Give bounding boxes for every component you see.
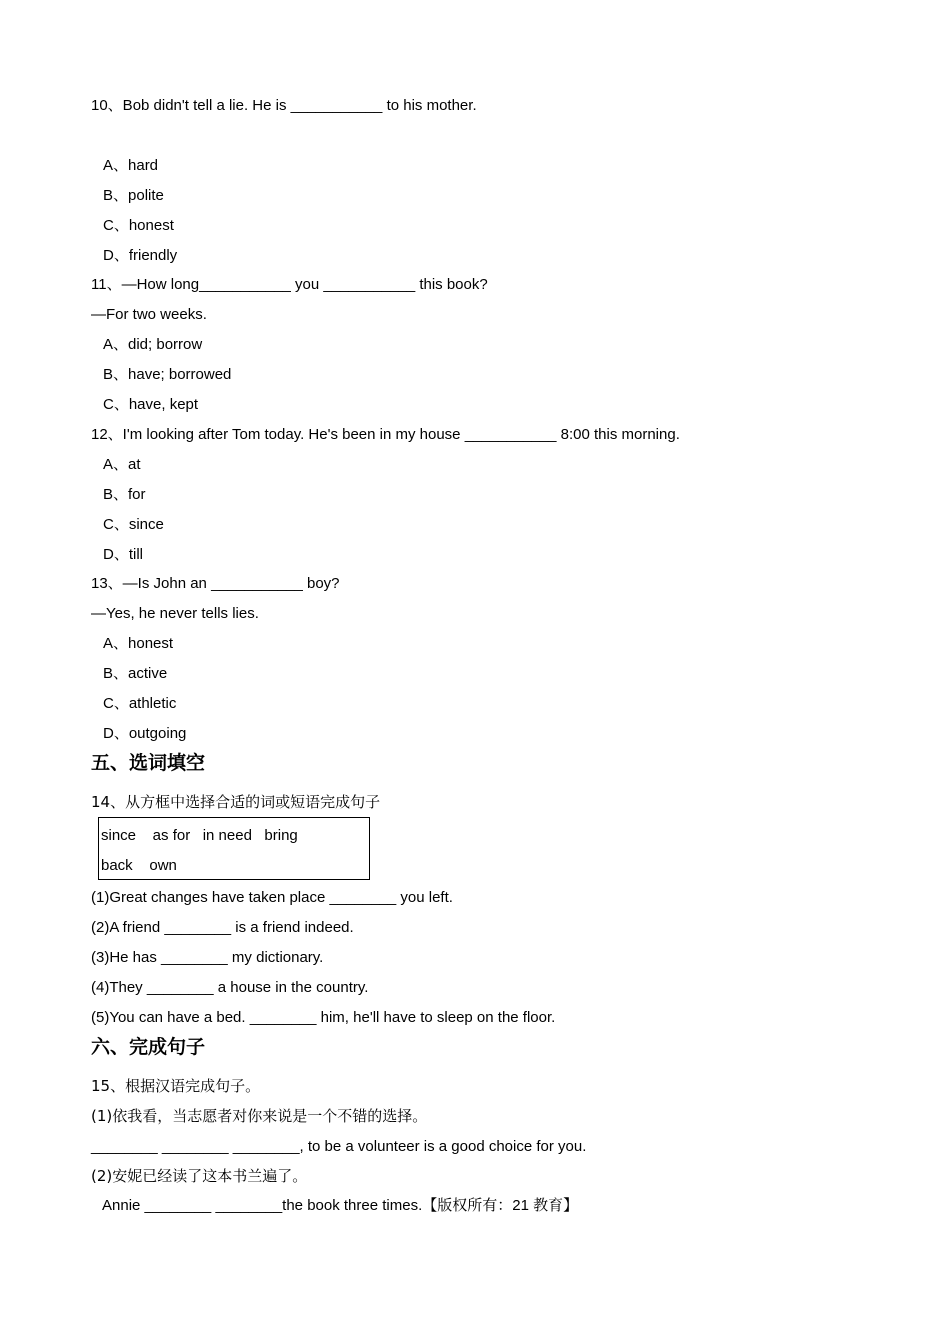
- question-11-stem: 11、—How long___________ you ___________ this book?: [91, 276, 488, 293]
- question-10-stem: 10、Bob didn't tell a lie. He is ___________ to his mother.: [91, 97, 477, 114]
- question-11-option-b: B、have; borrowed: [103, 366, 232, 383]
- section-6-heading: 六、完成句子: [91, 1036, 206, 1058]
- question-14-sentence-4: (4)They ________ a house in the country.: [91, 979, 369, 996]
- question-11-option-c: C、have, kept: [103, 396, 199, 413]
- question-12-option-b: B、for: [103, 486, 146, 503]
- question-15-item-1-english: ________ ________ ________, to be a volunteer is a good choice for you.: [91, 1138, 587, 1155]
- word-box-row-2: back own: [101, 857, 177, 874]
- question-13-response: —Yes, he never tells lies.: [91, 605, 259, 622]
- question-13-option-b: B、active: [103, 665, 168, 682]
- question-14-sentence-3: (3)He has ________ my dictionary.: [91, 949, 324, 966]
- question-14-title: 14、从方框中选择合适的词或短语完成句子: [91, 793, 381, 811]
- question-10-option-c: C、honest: [103, 217, 174, 234]
- question-13-option-c: C、athletic: [103, 695, 177, 712]
- question-15-title: 15、根据汉语完成句子。: [91, 1077, 261, 1095]
- question-10-option-d: D、friendly: [103, 247, 178, 264]
- question-15-item-1-chinese: (1)依我看，当志愿者对你来说是一个不错的选择。: [91, 1107, 428, 1125]
- question-14-sentence-2: (2)A friend ________ is a friend indeed.: [91, 919, 354, 936]
- question-12-option-c: C、since: [103, 516, 164, 533]
- question-11-option-a: A、did; borrow: [103, 336, 203, 353]
- question-14-sentence-1: (1)Great changes have taken place ________ you left.: [91, 889, 453, 906]
- section-5-heading: 五、选词填空: [91, 752, 206, 774]
- question-15-item-2-english: Annie ________ ________the book three times.【版权所有：21 教育】: [102, 1197, 579, 1214]
- question-12-stem: 12、I'm looking after Tom today. He's been in my house ___________ 8:00 this morning.: [91, 426, 680, 443]
- question-13-option-d: D、outgoing: [103, 725, 187, 742]
- question-10-option-a: A、hard: [103, 157, 159, 174]
- question-15-item-2-chinese: (2)安妮已经读了这本书兰遍了。: [91, 1167, 308, 1185]
- question-13-option-a: A、honest: [103, 635, 174, 652]
- word-box-row-1: since as for in need bring: [101, 827, 298, 844]
- question-11-response: —For two weeks.: [91, 306, 207, 323]
- question-12-option-a: A、at: [103, 456, 141, 473]
- question-13-stem: 13、—Is John an ___________ boy?: [91, 575, 340, 592]
- question-10-option-b: B、polite: [103, 187, 164, 204]
- question-12-option-d: D、till: [103, 546, 143, 563]
- word-box: [98, 817, 370, 880]
- question-14-sentence-5: (5)You can have a bed. ________ him, he'll have to sleep on the floor.: [91, 1009, 556, 1026]
